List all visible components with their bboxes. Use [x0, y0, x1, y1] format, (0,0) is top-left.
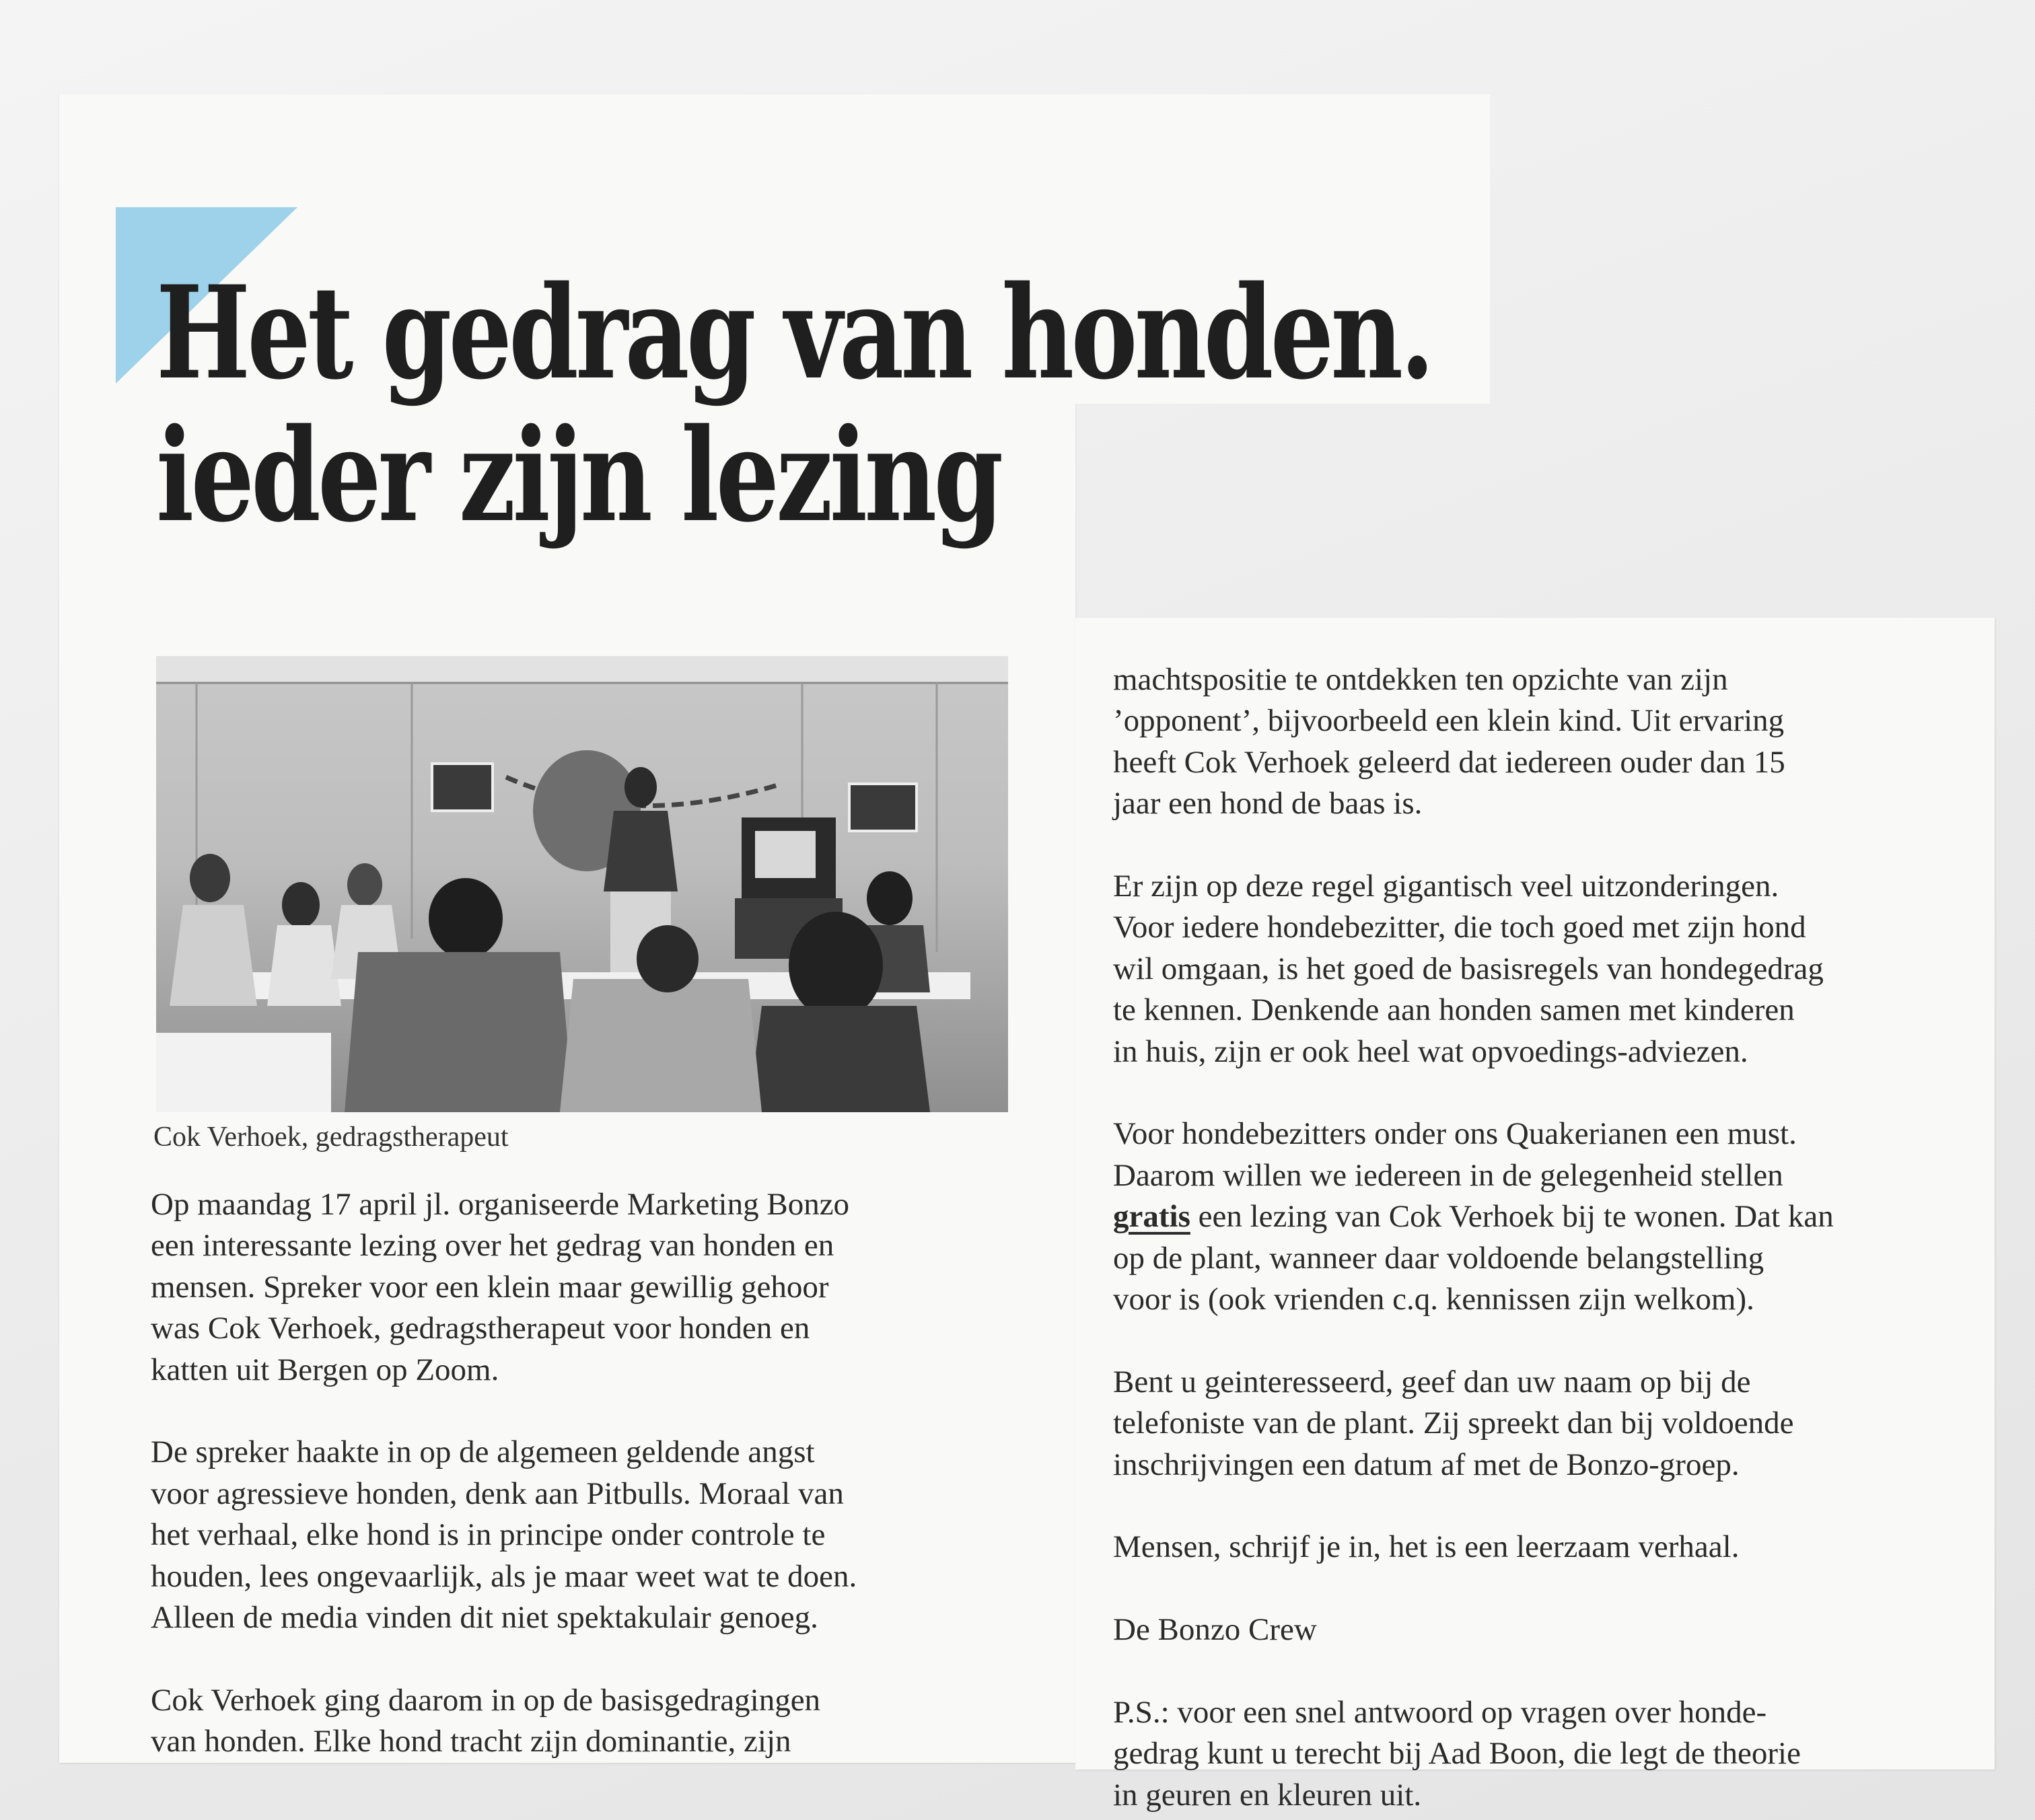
left-column: [151, 1184, 1026, 1763]
paragraph: Mensen, schrijf je in, het is een leerzaam verhaal.: [1113, 1529, 1740, 1565]
paragraph: Er zijn op deze regel gigantisch veel uitzonderingen. Voor iedere hondebezitter, die toch goed met zijn hond wil omgaan, is het goed de basisregels van hondegedrag te kennen. Denkende aan honden samen met kinderen in huis, zijn er ook heel wat opvoedings-adviezen.: [1113, 869, 1824, 1069]
invite-text-end: een lezing van Cok Verhoek bij te wonen. Dat kan op de plant, wanneer daar voldoende belangstelling voor is (ook vrienden c.q. kennissen zijn welkom).: [1113, 1199, 1834, 1317]
paragraph: Bent u geinteresseerd, geef dan uw naam op bij de telefoniste van de plant. Zij spreekt dan bij voldoende inschrijvingen een datum af met de Bonzo-groep.: [1113, 1364, 1794, 1482]
paragraph: Op maandag 17 april jl. organiseerde Marketing Bonzo een interessante lezing over het gedrag van honden en mensen. Spreker voor een klein maar gewillig gehoor was Cok Verhoek, gedragstherapeut voor honden en katten uit Bergen op Zoom.: [151, 1187, 850, 1387]
paragraph: Cok Verhoek ging daarom in op de basisgedragingen van honden. Elke hond tracht zijn dominantie, zijn: [151, 1682, 821, 1759]
photo-caption: Cok Verhoek, gedragstherapeut: [153, 1122, 509, 1153]
invite-text-start: Voor hondebezitters onder ons Quakerianen een must. Daarom willen we iedereen in de gelegenheid stellen: [1113, 1116, 1797, 1193]
headline-line-1: Het gedrag van honden.: [156, 258, 1432, 408]
invite-paragraph: [1113, 1114, 1988, 1320]
lecture-photo-illustration: [156, 656, 1008, 1112]
right-column: [1113, 659, 1988, 1816]
free-emphasis: gratis: [1113, 1199, 1190, 1235]
postscript: P.S.: voor een snel antwoord op vragen over honde- gedrag kunt u terecht bij Aad Boon, die legt de theorie in geuren en kleuren uit.: [1113, 1695, 1801, 1813]
headline-line-2: ieder zijn lezing: [156, 400, 1001, 550]
signature: De Bonzo Crew: [1113, 1612, 1317, 1648]
lecture-photo: [156, 656, 1008, 1112]
paragraph: machtspositie te ontdekken ten opzichte van zijn ’opponent’, bijvoorbeeld een klein kind. Uit ervaring heeft Cok Verhoek geleerd dat iedereen ouder dan 15 jaar een hond de baas is.: [1113, 662, 1785, 822]
paragraph: De spreker haakte in op de algemeen geldende angst voor agressieve honden, denk aan Pitbulls. Moraal van het verhaal, elke hond is in principe onder controle te houden, lees ongevaarlijk, als je maar weet wat te doen. Alleen de media vinden dit niet spektakulair genoeg.: [151, 1434, 857, 1636]
